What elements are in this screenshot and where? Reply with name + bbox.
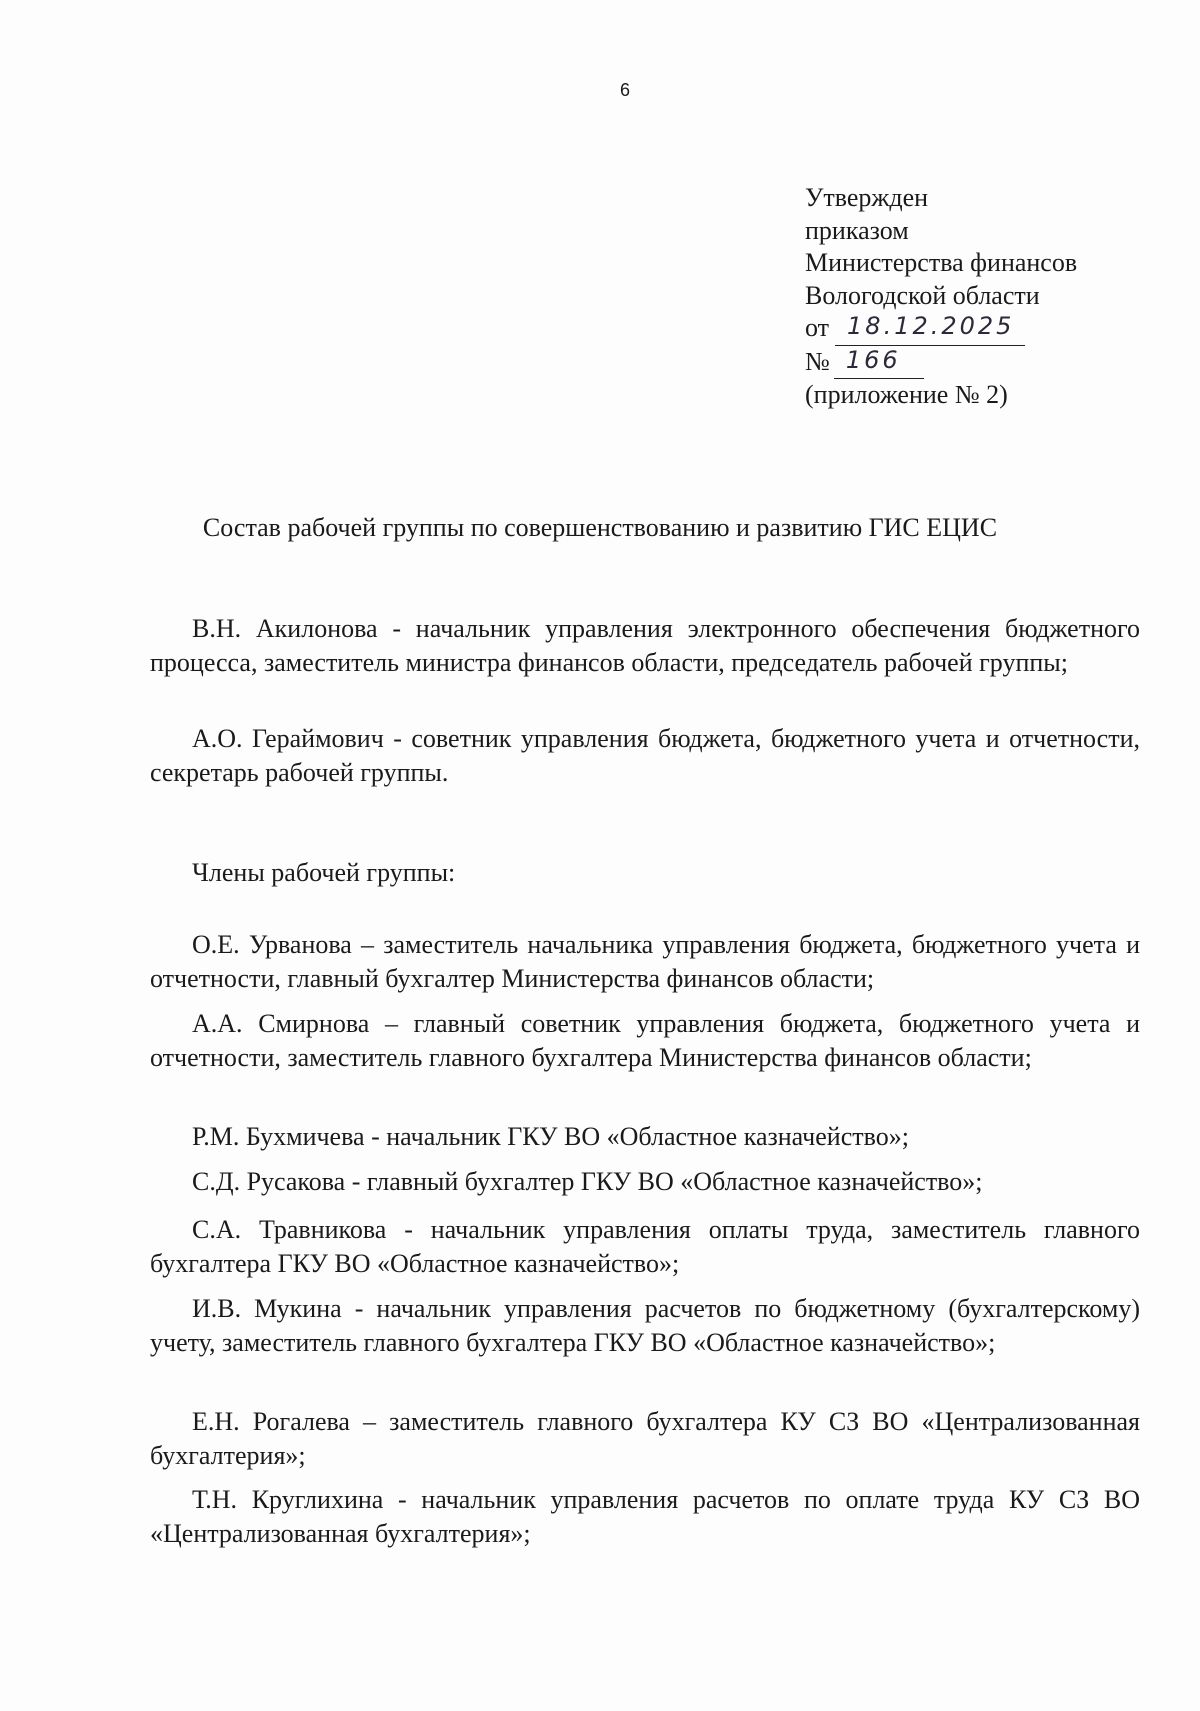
approval-number-line (805, 346, 1077, 380)
chair-paragraph: В.Н. Акилонова - начальник управления электронного обеспечения бюджетного процесса, заместитель министра финансов области, председатель рабочей группы; (150, 614, 1140, 677)
approval-line-3: Министерства финансов (805, 248, 1078, 277)
document-title: Состав рабочей группы по совершенствованию и развитию ГИС ЕЦИС (202, 513, 998, 542)
number-prefix: № (805, 346, 830, 376)
date-underline (835, 312, 1025, 346)
approval-line-4: Вологодской области (805, 280, 1040, 310)
handwritten-date: 18.12.2025 (847, 312, 1015, 340)
date-prefix: от (805, 313, 830, 342)
member-paragraph: С.Д. Русакова - главный бухгалтер ГКУ ВО «Областное казначейство»; (192, 1167, 983, 1196)
approval-line-2: приказом (805, 215, 909, 245)
secretary-paragraph: А.О. Гераймович - советник управления бюджета, бюджетного учета и отчетности, секретарь рабочей группы. (150, 724, 1140, 787)
approval-block (805, 182, 1077, 412)
appendix-label: (приложение № 2) (805, 380, 1008, 409)
member-paragraph: А.А. Смирнова – главный советник управления бюджета, бюджетного учета и отчетности, заместитель главного бухгалтера Министерства финансов области; (150, 1009, 1140, 1072)
member-paragraph: И.В. Мукина - начальник управления расчетов по бюджетному (бухгалтерскому) учету, заместитель главного бухгалтера ГКУ ВО «Областное казначейство»; (150, 1294, 1140, 1357)
page-number: 6 (620, 80, 631, 100)
approval-date-line (805, 312, 1077, 346)
number-underline (834, 346, 924, 380)
members-heading: Члены рабочей группы: (192, 858, 456, 887)
member-paragraph: С.А. Травникова - начальник управления оплаты труда, заместитель главного бухгалтера ГКУ ВО «Областное казначейство»; (150, 1215, 1140, 1278)
member-paragraph: Е.Н. Рогалева – заместитель главного бухгалтера КУ СЗ ВО «Централизованная бухгалтерия»; (150, 1407, 1140, 1470)
member-paragraph: Т.Н. Круглихина - начальник управления расчетов по оплате труда КУ СЗ ВО «Централизованная бухгалтерия»; (150, 1485, 1140, 1548)
member-paragraph: Р.М. Бухмичева - начальник ГКУ ВО «Областное казначейство»; (192, 1122, 909, 1151)
handwritten-number: 166 (845, 345, 901, 374)
approval-line-1: Утвержден (805, 183, 929, 212)
member-paragraph: О.Е. Урванова – заместитель начальника управления бюджета, бюджетного учета и отчетности, главный бухгалтер Министерства финансов области; (150, 930, 1140, 993)
